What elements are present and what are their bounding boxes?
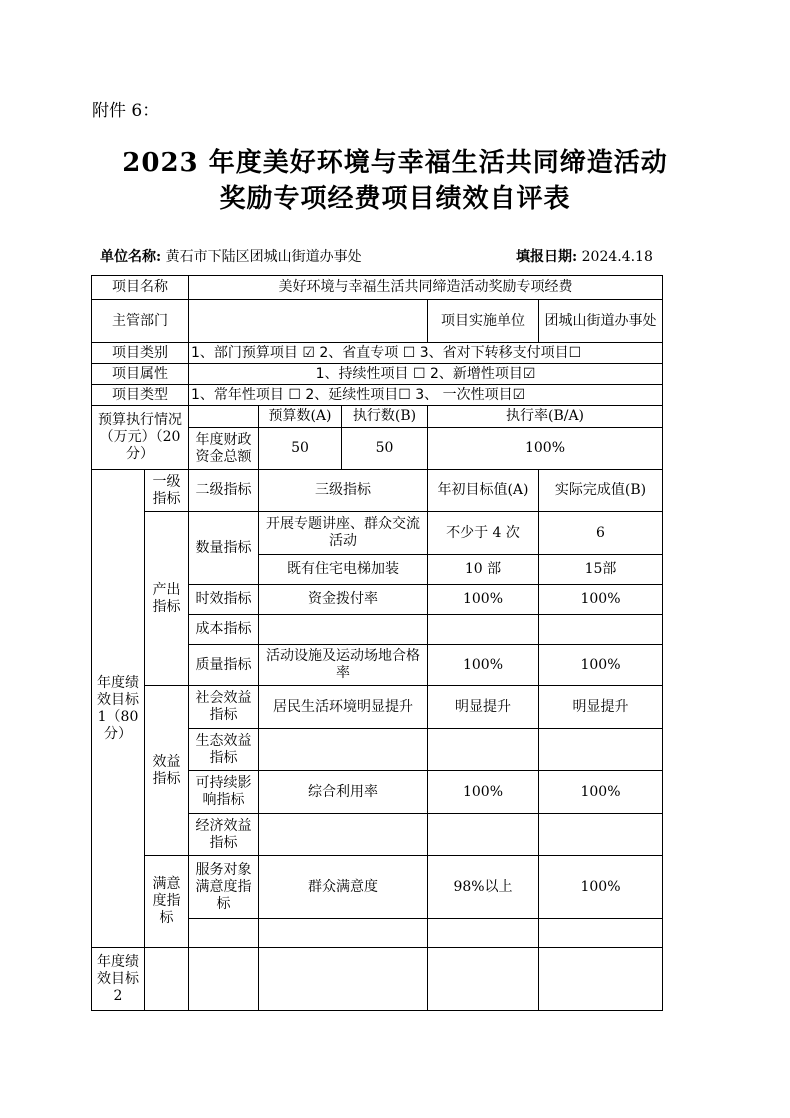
impl-unit-label: 项目实施单位 [428,300,539,343]
exec-value: 50 [342,428,428,470]
empty-cell [428,919,539,948]
empty-cell [145,948,189,1011]
project-name-value: 美好环境与幸福生活共同缔造活动奖励专项经费 [189,276,663,300]
attribute-value: 1、持续性项目 ☐ 2、新增性项目☑ [189,364,663,385]
sustain-indicator-label: 可持续影响指标 [189,771,259,814]
indicator-actual: 100% [539,645,663,686]
table-row [92,470,663,512]
indicator-name: 既有住宅电梯加装 [259,555,428,585]
service-satisfaction-label: 服务对象满意度指标 [189,856,259,919]
indicator-target: 100% [428,585,539,615]
indicator-target: 98%以上 [428,856,539,919]
empty-cell [189,919,259,948]
attachment-label: 附件 6： [92,101,160,121]
category-value: 1、部门预算项目 ☑ 2、省直专项 ☐ 3、省对下转移支付项目☐ [189,343,663,364]
quality-indicator-label: 质量指标 [189,645,259,686]
unit-name-label: 单位名称: [100,249,162,265]
rate-value: 100% [428,428,663,470]
indicator-actual [539,814,663,856]
level2-header: 二级指标 [189,470,259,512]
indicator-target: 不少于 4 次 [428,512,539,555]
indicator-target [428,615,539,645]
social-indicator-label: 社会效益指标 [189,686,259,729]
page-title-line2: 奖励专项经费项目绩效自评表 [219,184,571,214]
indicator-actual: 100% [539,585,663,615]
level3-header: 三级指标 [259,470,428,512]
indicator-target [428,814,539,856]
type-value: 1、常年性项目 ☐ 2、延续性项目☐ 3、 一次性项目☑ [189,385,663,406]
indicator-actual: 明显提升 [539,686,663,729]
eco-indicator-label: 生态效益指标 [189,729,259,771]
category-label: 项目类别 [92,343,189,364]
indicator-name: 资金拨付率 [259,585,428,615]
indicator-name [259,615,428,645]
rate-header: 执行率(B/A) [428,406,663,428]
indicator-target: 10 部 [428,555,539,585]
output-indicator-label: 产出指标 [145,512,189,686]
table-row [92,512,663,555]
budget-empty-header [189,406,259,428]
goal2-label: 年度绩效目标2 [92,948,145,1011]
indicator-target: 100% [428,645,539,686]
target-header: 年初目标值(A) [428,470,539,512]
report-date [516,246,653,266]
goal1-label: 年度绩效目标1（80分） [92,470,145,948]
indicator-target: 明显提升 [428,686,539,729]
fiscal-total-label: 年度财政资金总额 [189,428,259,470]
table-row [92,364,663,385]
unit-name [100,246,362,266]
table-row [92,948,663,1011]
level1-header: 一级指标 [145,470,189,512]
empty-cell [428,948,539,1011]
evaluation-table [91,275,663,1011]
cost-indicator-label: 成本指标 [189,615,259,645]
table-row [92,385,663,406]
empty-cell [259,919,428,948]
report-date-value: 2024.4.18 [581,249,653,265]
dept-value [189,300,428,343]
table-row [92,300,663,343]
indicator-target [428,729,539,771]
indicator-name [259,814,428,856]
indicator-name: 开展专题讲座、群众交流活动 [259,512,428,555]
empty-cell [259,948,428,1011]
indicator-name: 居民生活环境明显提升 [259,686,428,729]
empty-cell [189,948,259,1011]
table-row [92,406,663,428]
actual-header: 实际完成值(B) [539,470,663,512]
satisfaction-indicator-label: 满意度指标 [145,856,189,948]
indicator-target: 100% [428,771,539,814]
indicator-name: 活动设施及运动场地合格率 [259,645,428,686]
quantity-indicator-label: 数量指标 [189,512,259,585]
impl-unit-value: 团城山街道办事处 [539,300,663,343]
report-date-label: 填报日期: [516,249,578,265]
indicator-actual [539,615,663,645]
dept-label: 主管部门 [92,300,189,343]
indicator-actual: 100% [539,771,663,814]
attribute-label: 项目属性 [92,364,189,385]
econ-indicator-label: 经济效益指标 [189,814,259,856]
timeliness-indicator-label: 时效指标 [189,585,259,615]
indicator-name: 综合利用率 [259,771,428,814]
budget-label: 预算执行情况（万元）（20分） [92,406,189,470]
table-row [92,276,663,300]
budget-value: 50 [259,428,342,470]
page-title-line1: 2023 年度美好环境与幸福生活共同缔造活动 [122,148,668,178]
type-label: 项目类型 [92,385,189,406]
indicator-actual: 15部 [539,555,663,585]
exec-header: 执行数(B) [342,406,428,428]
project-name-label: 项目名称 [92,276,189,300]
indicator-actual [539,729,663,771]
table-row [92,343,663,364]
unit-name-value: 黄石市下陆区团城山街道办事处 [165,249,362,265]
table-row [92,856,663,919]
benefit-indicator-label: 效益指标 [145,686,189,856]
indicator-actual: 6 [539,512,663,555]
budget-header: 预算数(A) [259,406,342,428]
table-row [92,686,663,729]
empty-cell [539,948,663,1011]
empty-cell [539,919,663,948]
indicator-name [259,729,428,771]
indicator-actual: 100% [539,856,663,919]
indicator-name: 群众满意度 [259,856,428,919]
